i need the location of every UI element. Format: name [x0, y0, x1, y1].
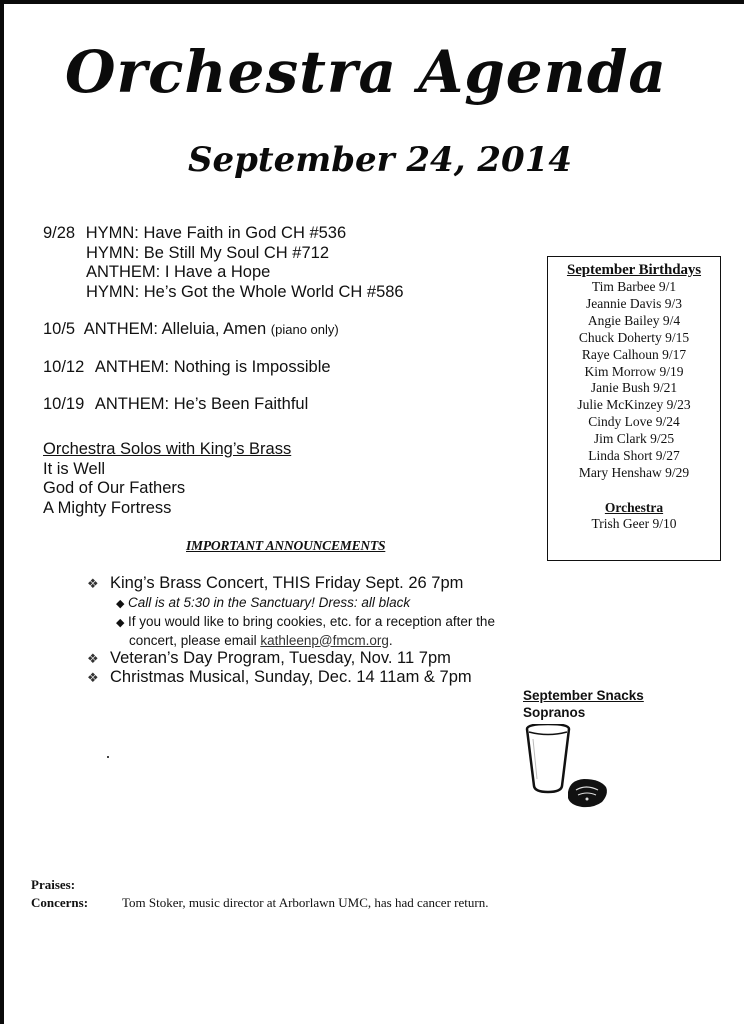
scan-speck	[107, 756, 109, 758]
birthday-item: Mary Henshaw 9/29	[578, 464, 690, 480]
praises-row	[31, 876, 488, 894]
birthday-item: Raye Calhoun 9/17	[581, 346, 687, 362]
milk-and-cookie-icon	[524, 724, 614, 814]
notes-section	[31, 876, 488, 912]
announcements-list	[87, 574, 495, 688]
announcement-subtext: If you would like to bring cookies, etc. for a reception after the	[128, 613, 495, 629]
birthdays-box	[547, 256, 721, 561]
agenda-date: 10/12	[43, 357, 85, 376]
scan-edge-top	[0, 0, 744, 4]
birthday-item: Linda Short 9/27	[588, 448, 680, 464]
bullet-icon: ❖	[87, 670, 99, 685]
snacks-group: Sopranos	[523, 705, 586, 720]
birthday-item: Cindy Love 9/24	[588, 414, 680, 430]
concerns-text: Tom Stoker, music director at Arborlawn UMC, has had cancer return.	[122, 895, 489, 910]
announcement-item	[87, 649, 495, 669]
agenda-note: (piano only)	[270, 322, 339, 337]
solo-item: It is Well	[43, 459, 106, 478]
diamond-bullet-icon: ◆	[116, 616, 125, 629]
email-link[interactable]: kathleenp@fmcm.org	[260, 632, 389, 648]
announcement-subitem	[87, 613, 495, 632]
agenda-item: HYMN: He’s Got the Whole World CH #586	[86, 282, 404, 301]
page-date: September 24, 2014	[187, 140, 573, 180]
bullet-icon: ❖	[87, 650, 99, 666]
birthday-item: Kim Morrow 9/19	[584, 363, 684, 379]
snacks-section	[523, 687, 644, 721]
agenda-row	[43, 224, 404, 244]
agenda-item: ANTHEM: Alleluia, Amen	[83, 320, 267, 338]
birthday-item: Jeannie Davis 9/3	[586, 295, 682, 311]
agenda-item: HYMN: Have Faith in God CH #536	[85, 224, 347, 242]
agenda-row	[43, 358, 404, 378]
announcement-subitem	[87, 594, 495, 613]
announcement-text: Christmas Musical, Sunday, Dec. 14 11am & 7pm	[110, 668, 472, 686]
scan-edge-left	[0, 0, 4, 1024]
announcement-text: King’s Brass Concert, THIS Friday Sept. 26 7pm	[110, 574, 464, 592]
cookie-icon	[568, 779, 607, 807]
announcement-subtext: Call is at 5:30 in the Sanctuary! Dress: all black	[128, 594, 411, 610]
birthday-item: Julie McKinzey 9/23	[577, 397, 691, 413]
solo-item: A Mighty Fortress	[43, 498, 172, 517]
agenda-date: 10/5	[43, 320, 76, 338]
birthday-item: Angie Bailey 9/4	[587, 312, 681, 328]
agenda-date: 9/28	[43, 224, 76, 242]
birthday-item: Chuck Doherty 9/15	[578, 329, 690, 345]
snacks-heading: September Snacks	[523, 688, 644, 703]
agenda-row	[43, 395, 404, 415]
agenda-item: ANTHEM: He’s Been Faithful	[94, 395, 309, 413]
praises-label: Praises:	[31, 877, 76, 892]
glass-icon	[527, 724, 569, 792]
agenda-item: ANTHEM: Nothing is Impossible	[94, 357, 331, 376]
diamond-bullet-icon: ◆	[116, 597, 125, 610]
announcement-item	[87, 574, 495, 594]
orchestra-birthdays-heading: Orchestra	[604, 499, 664, 515]
solo-item: God of Our Fathers	[43, 479, 186, 497]
announcements-heading: IMPORTANT ANNOUNCEMENTS	[186, 538, 386, 553]
concerns-label: Concerns:	[31, 895, 89, 910]
birthday-item: Trish Geer 9/10	[591, 515, 677, 531]
solos-section	[43, 440, 291, 518]
concerns-row	[31, 894, 488, 912]
bullet-icon: ❖	[87, 576, 99, 591]
agenda-item: ANTHEM: I Have a Hope	[86, 263, 271, 281]
birthdays-heading: September Birthdays	[566, 262, 702, 278]
announcement-text: Veteran’s Day Program, Tuesday, Nov. 11 7pm	[110, 648, 451, 667]
agenda-date: 10/19	[43, 395, 85, 413]
birthday-item: Jim Clark 9/25	[593, 431, 675, 447]
page-title: Orchestra Agenda	[64, 38, 667, 106]
birthday-item: Janie Bush 9/21	[590, 380, 678, 396]
solos-heading: Orchestra Solos with King’s Brass	[43, 440, 292, 458]
announcement-subtext: concert, please email	[129, 632, 261, 648]
announcement-subtext-continued	[87, 632, 495, 649]
agenda-list	[43, 224, 404, 415]
announcement-subtext: .	[388, 632, 393, 648]
agenda-row	[43, 320, 404, 340]
agenda-item: HYMN: Be Still My Soul CH #712	[86, 243, 329, 262]
announcement-item	[87, 668, 495, 688]
birthday-item: Tim Barbee 9/1	[591, 279, 677, 294]
